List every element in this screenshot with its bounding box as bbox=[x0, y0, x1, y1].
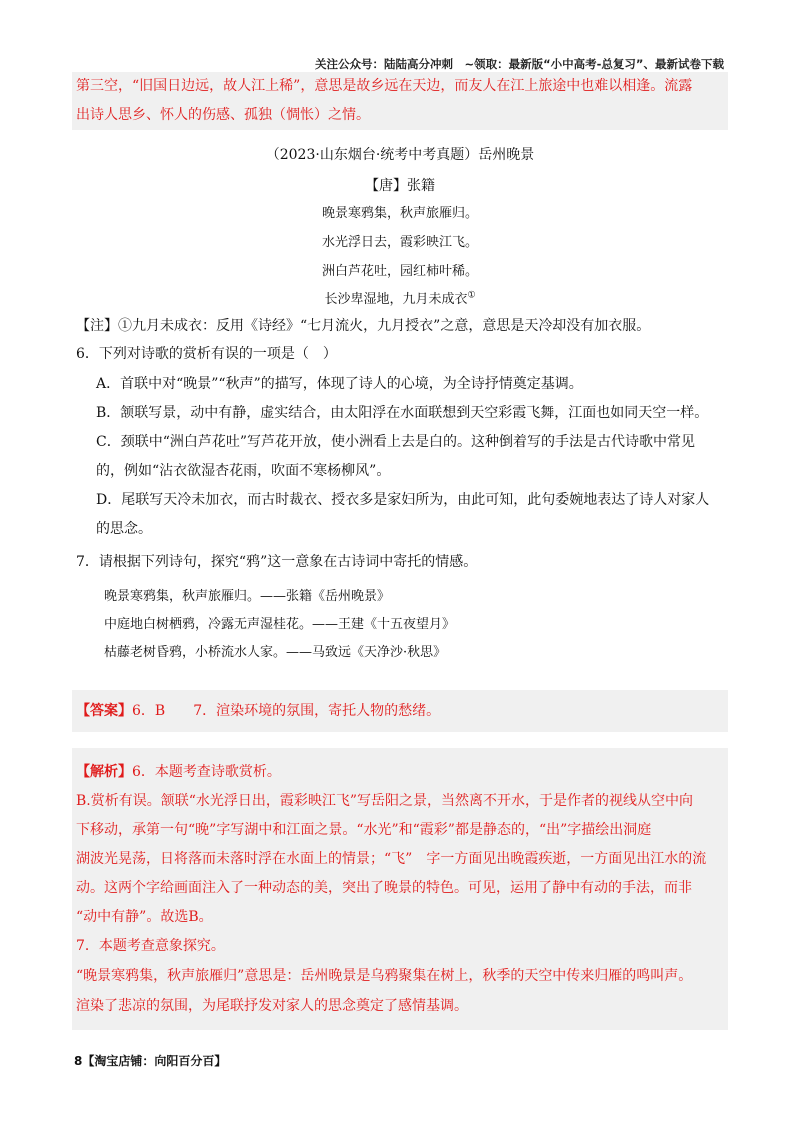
page-footer: 8【淘宝店铺：向阳百分百】 bbox=[74, 1054, 227, 1068]
analysis-line-5: “动中有静”。故选B。 bbox=[76, 909, 213, 925]
analysis-head-7: 7．本题考查意象探究。 bbox=[76, 938, 225, 954]
q6-option-d-line-2: 的思念。 bbox=[96, 521, 152, 537]
q6-option-d-line-1: D．尾联写天冷未加衣，而古时裁衣、授衣多是家妇所为，由此可知，此句委婉地表达了诗人对家人 bbox=[96, 492, 710, 508]
intro-line-1: 第三空，“旧国日边远，故人江上稀”，意思是故乡远在天边，而友人在江上旅途中也难以相逢。流露 bbox=[76, 78, 693, 94]
poem-author: 【唐】张籍 bbox=[365, 178, 435, 194]
q7-citation-1: 晚景寒鸦集，秋声旅雁归。——张籍《岳州晚景》 bbox=[104, 589, 391, 604]
analysis-line-7: 渲染了悲凉的氛围，为尾联抒发对家人的思念奠定了感情基调。 bbox=[76, 998, 468, 1014]
answer-label: 【答案】 bbox=[76, 703, 132, 719]
footnote-mark: ① bbox=[467, 290, 476, 301]
analysis-line-1: B.赏析有误。颔联“水光浮日出，霞彩映江飞”写岳阳之景，当然离不开水，于是作者的视线从空中向 bbox=[76, 793, 694, 809]
analysis-head bbox=[76, 758, 281, 786]
answer-line bbox=[76, 697, 440, 725]
analysis-line-6: “晚景寒鸦集，秋声旅雁归”意思是：岳州晚景是乌鸦聚集在树上，秋季的天空中传来归雁的鸣叫声。 bbox=[76, 968, 693, 984]
page-header: 关注公众号：陆陆高分冲刺 ~领取：最新版“小中高考-总复习”、最新试卷下载 bbox=[314, 57, 724, 71]
poem-line-3: 洲白芦花吐，园红柿叶稀。 bbox=[321, 264, 478, 279]
poem-note: 【注】①九月未成衣：反用《诗经》“七月流火，九月授衣”之意，意思是天冷却没有加衣服。 bbox=[76, 318, 651, 334]
poem-line-1: 晚景寒鸦集，秋声旅雁归。 bbox=[321, 206, 478, 221]
q7-stem: 7．请根据下列诗句，探究“鸦”这一意象在古诗词中寄托的情感。 bbox=[76, 554, 478, 570]
q7-citation-2: 中庭地白树栖鸦，冷露无声湿桂花。——王建《十五夜望月》 bbox=[104, 617, 456, 632]
poem-source: （2023·山东烟台·统考中考真题）岳州晚景 bbox=[265, 147, 535, 163]
poem-line-4 bbox=[0, 288, 800, 307]
analysis-head-text: 6．本题考查诗歌赏析。 bbox=[132, 764, 281, 780]
q6-stem: 6．下列对诗歌的赏析有误的一项是（ ） bbox=[76, 346, 337, 362]
answer-text: 6．B 7．渲染环境的氛围，寄托人物的愁绪。 bbox=[132, 703, 441, 719]
analysis-line-2: 下移动，承第一句“晚”字写湖中和江面之景。“水光”和“霞彩”都是静态的，“出”字描绘出洞庭 bbox=[76, 822, 652, 838]
q6-option-c-line-2: 的，例如“沾衣欲湿杏花雨，吹面不寒杨柳风”。 bbox=[96, 463, 391, 479]
q6-option-c-line-1: C．颈联中“洲白芦花吐”写芦花开放，使小洲看上去是白的。这种倒着写的手法是古代诗歌中常见 bbox=[96, 434, 696, 450]
analysis-label: 【解析】 bbox=[76, 764, 132, 780]
q6-option-a: A．首联中对“晚景”“秋声”的描写，体现了诗人的心境，为全诗抒情奠定基调。 bbox=[96, 376, 583, 392]
q6-option-b: B．颔联写景，动中有静，虚实结合，由太阳浮在水面联想到天空彩霞飞舞，江面也如同天空一样。 bbox=[96, 405, 709, 421]
analysis-line-3: 湖波光晃荡，日将落而未落时浮在水面上的情景；“飞” 字一方面见出晚霞疾逝，一方面见出江水的流 bbox=[76, 851, 707, 867]
q7-citation-3: 枯藤老树昏鸦，小桥流水人家。——马致远《天净沙·秋思》 bbox=[104, 645, 447, 660]
poem-line-4-text: 长沙卑湿地，九月未成衣 bbox=[324, 292, 468, 307]
poem-line-2: 水光浮日去，霞彩映江飞。 bbox=[321, 235, 478, 250]
intro-line-2: 出诗人思乡、怀人的伤感、孤独（惆怅）之情。 bbox=[76, 107, 370, 123]
analysis-line-4: 动。这两个字给画面注入了一种动态的美，突出了晚景的特色。可见，运用了静中有动的手法，而非 bbox=[76, 880, 692, 896]
